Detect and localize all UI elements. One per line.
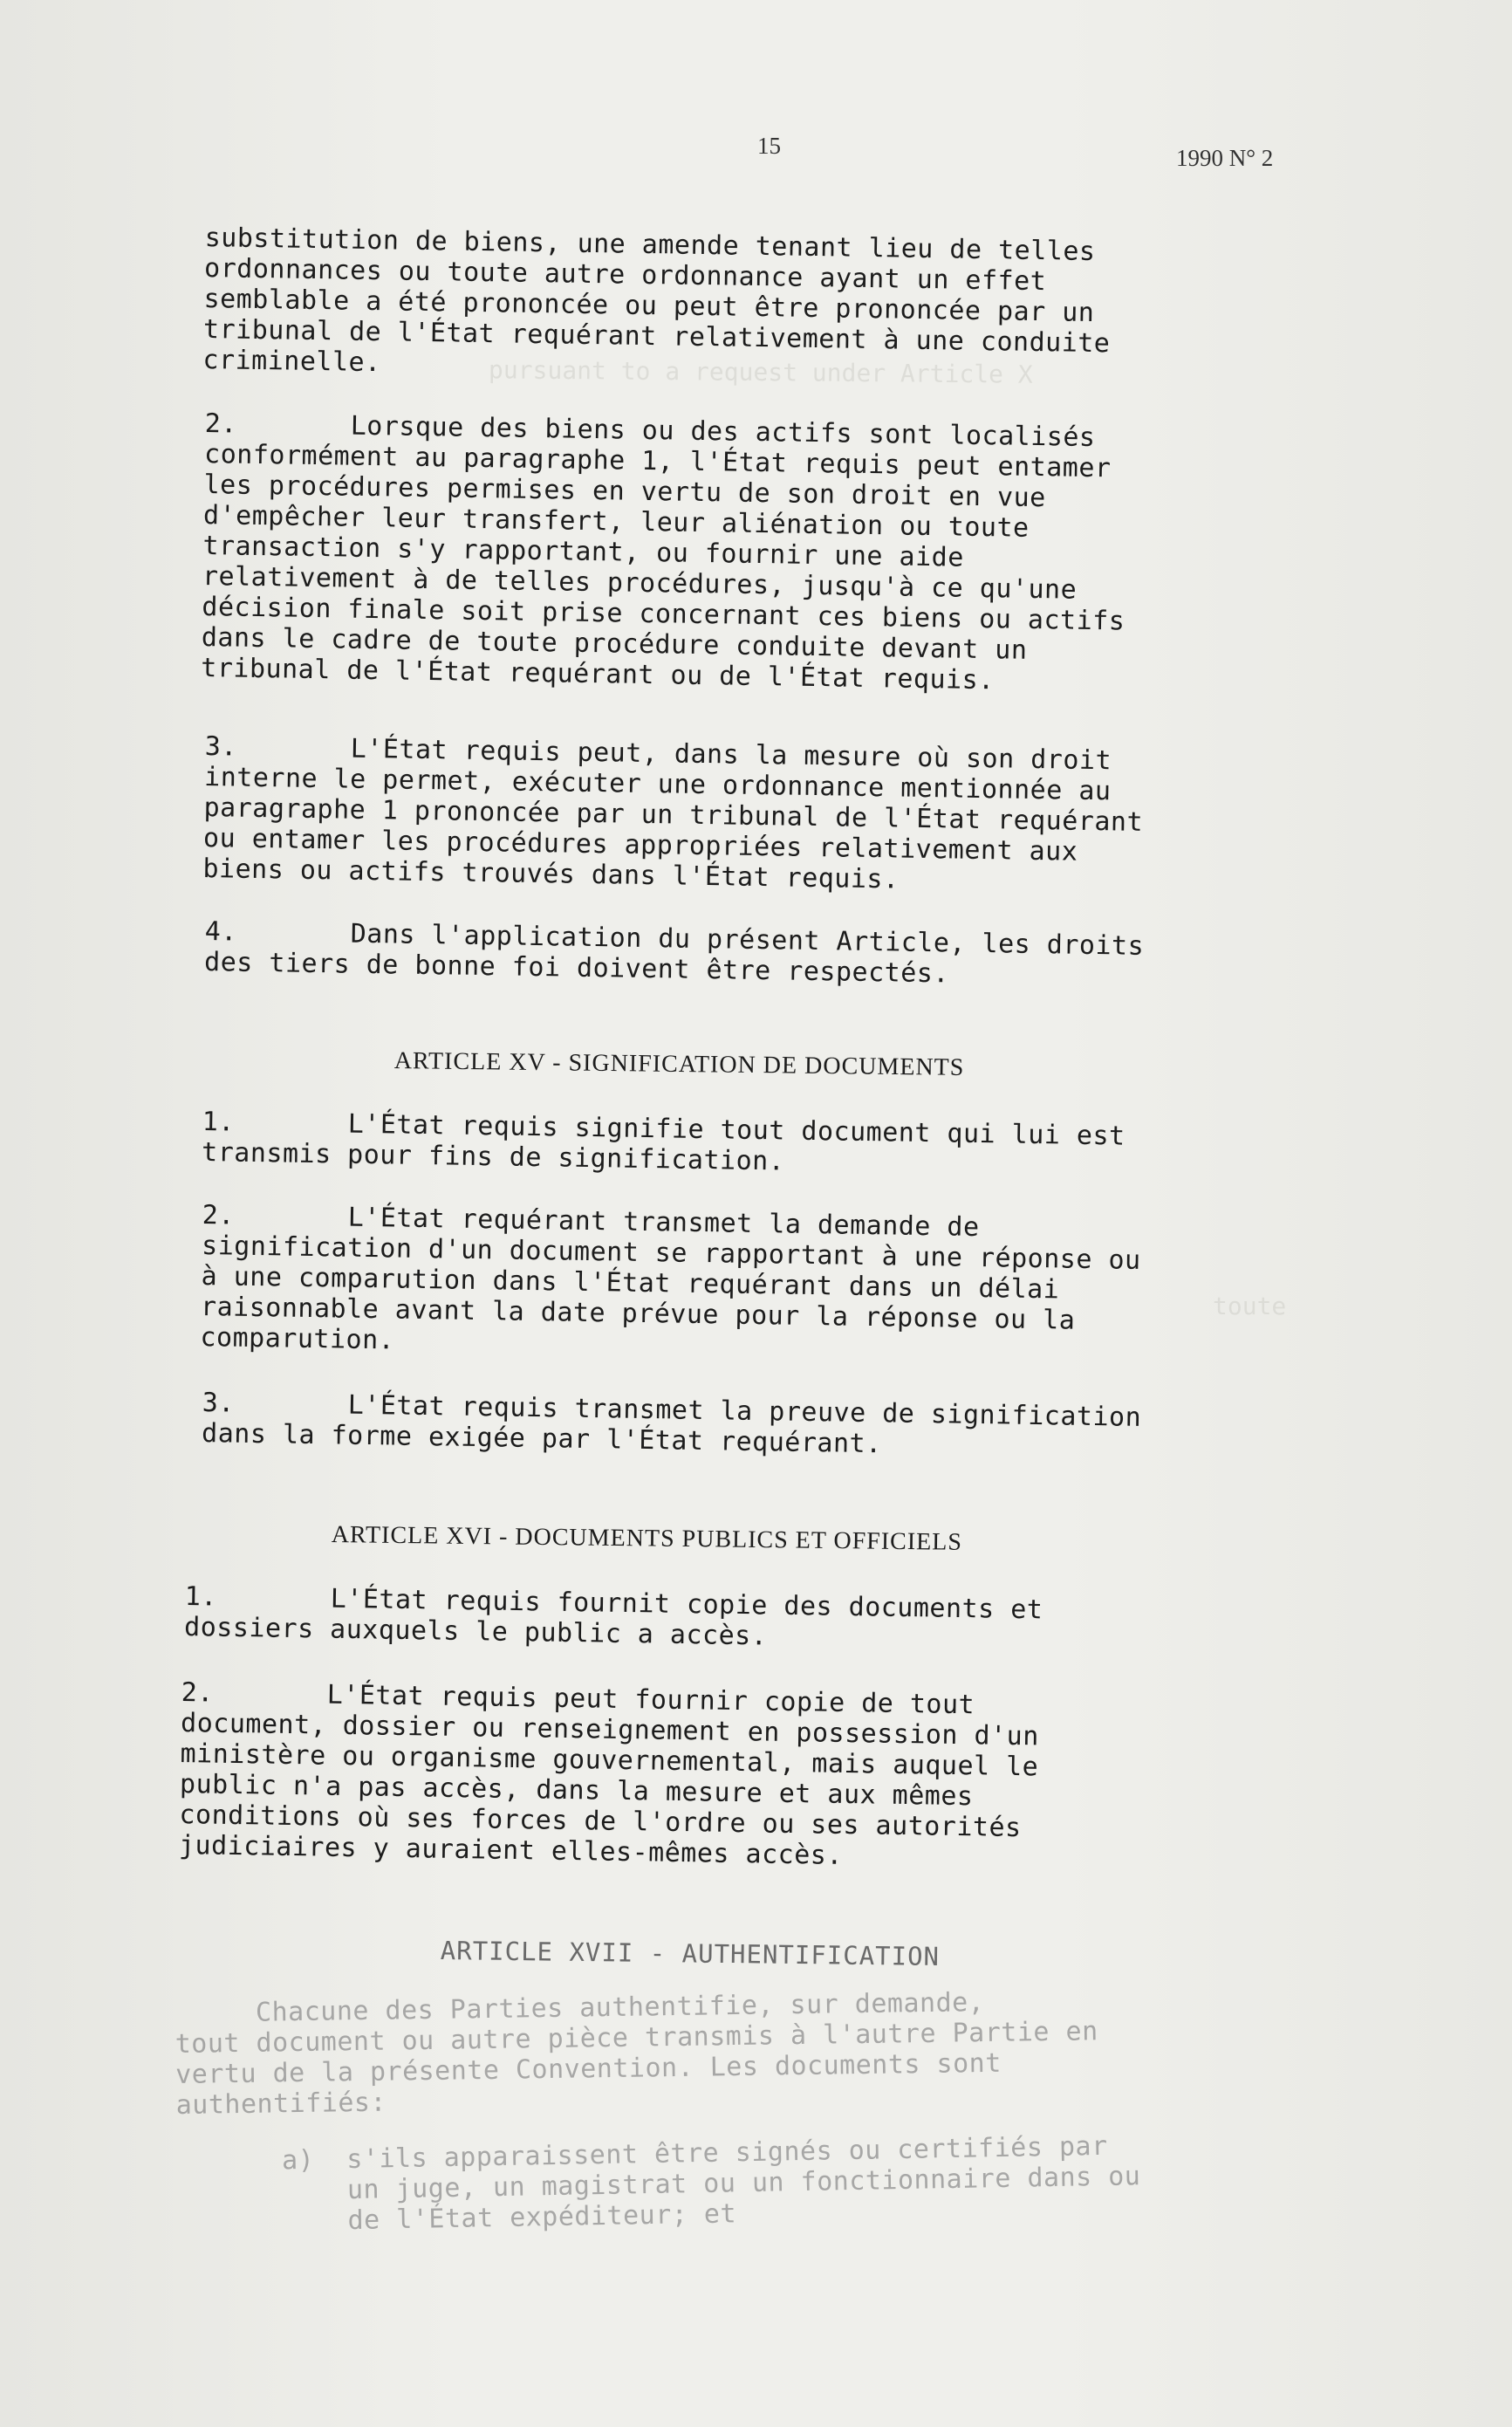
journal-reference: 1990 N° 2	[1176, 145, 1274, 171]
article-xvii-paragraph-1: Chacune des Parties authentifie, sur demande, tout document ou autre pièce transmis à l'autre Partie en vertu de la présente Convention. Les documents sont authentifiés:	[174, 1987, 1098, 2121]
article-xv-paragraph-2: 2. L'État requérant transmet la demande de signification d'un document se rapportant à une réponse ou à une comparution dans l'État requérant dans un délai raisonnable avant la date prévue pour la réponse ou la comparution.	[200, 1200, 1141, 1356]
page-number: 15	[757, 133, 781, 159]
article-xvii-paragraph-a: a) s'ils apparaissent être signés ou certifiés par un juge, un magistrat ou un fonctionnaire dans ou de l'État expéditeur; et	[201, 2130, 1141, 2238]
article-xvi-paragraph-1: 1. L'État requis fournit copie des documents et dossiers auxquels le public a accès.	[183, 1581, 1043, 1652]
paragraph-3: 3. L'État requis peut, dans la mesure où son droit interne le permet, exécuter une ordonnance mentionnée au paragraphe 1 prononcée par un tribunal de l'État requérant ou entamer les procédures appropriées relativement aux biens ou actifs trouvés dans l'État requis.	[202, 731, 1144, 895]
bleed-through-text: pursuant to a request under Article X	[488, 355, 1033, 389]
paragraph-2: 2. Lorsque des biens ou des actifs sont localisés conformément au paragraphe 1, l'État requis peut entamer les procédures permises en vertu de son droit en vue d'empêcher leur transfert, leur aliénation ou toute transaction s'y rapportant, ou fournir une aide relativement à de telles procédures, jusqu'à ce qu'une décision finale soit prise concernant ces biens ou actifs dans le cadre de toute procédure conduite devant un tribunal de l'État requérant ou de l'État requis.	[201, 408, 1125, 696]
article-xvi-paragraph-2: 2. L'État requis peut fournir copie de tout document, dossier ou renseignement en possession d'un ministère ou organisme gouvernemental, mais auquel le public n'a pas accès, dans la mesure et aux mêmes conditions où ses forces de l'ordre ou ses autorités judiciaires y auraient elles-mêmes accès.	[178, 1677, 1040, 1871]
paragraph-4: 4. Dans l'application du présent Article, les droits des tiers de bonne foi doivent être respectés.	[203, 916, 1145, 990]
paragraph-intro: substitution de biens, une amende tenant lieu de telles ordonnances ou toute autre ordonnance ayant un effet semblable a été prononcée ou peut être prononcée par un tribunal de l'État requérant relativement à une conduite criminelle.	[202, 223, 1111, 379]
article-xv-heading: ARTICLE XV - SIGNIFICATION DE DOCUMENTS	[393, 1047, 965, 1081]
article-xv-paragraph-1: 1. L'État requis signifie tout document qui lui est transmis pour fins de signification.	[201, 1107, 1125, 1177]
article-xvii-heading: ARTICLE XVII - AUTHENTIFICATION	[440, 1936, 941, 1971]
article-xv-paragraph-3: 3. L'État requis transmet la preuve de signification dans la forme exigée par l'État requérant.	[201, 1388, 1142, 1460]
article-xvi-heading: ARTICLE XVI - DOCUMENTS PUBLICS ET OFFICIELS	[331, 1521, 963, 1556]
bleed-through-text: toute	[1213, 1292, 1287, 1320]
